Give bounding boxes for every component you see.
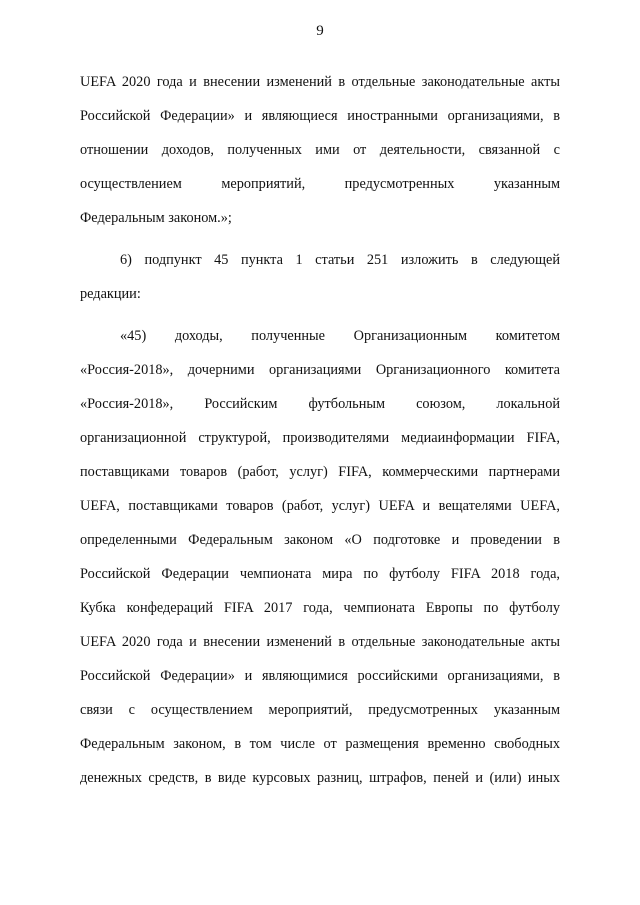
document-body (80, 71, 560, 801)
paragraph-gap (80, 241, 560, 249)
text-line: связи с осуществлением мероприятий, предусмотренных указанным (80, 702, 560, 718)
text-line: организационной структурой, производителями медиаинформации FIFA, (80, 430, 560, 446)
text-line: Российской Федерации чемпионата мира по футболу FIFA 2018 года, (80, 566, 560, 582)
text-line: Федеральным законом.»; (80, 210, 232, 226)
paragraph-gap (80, 317, 560, 325)
text-line: UEFA, поставщиками товаров (работ, услуг) UEFA и вещателями UEFA, (80, 498, 560, 514)
text-line: 6) подпункт 45 пункта 1 статьи 251 изложить в следующей (120, 252, 560, 268)
text-line: «Россия-2018», Российским футбольным союзом, локальной (80, 396, 560, 412)
text-line: UEFA 2020 года и внесении изменений в отдельные законодательные акты (80, 74, 560, 90)
text-line: Российской Федерации» и являющиеся иностранными организациями, в (80, 108, 560, 124)
text-line: Российской Федерации» и являющимися российскими организациями, в (80, 668, 560, 684)
text-line: Федеральным законом, в том числе от размещения временно свободных (80, 736, 560, 752)
text-line: осуществлением мероприятий, предусмотренных указанным (80, 176, 560, 192)
text-line: поставщиками товаров (работ, услуг) FIFA, коммерческими партнерами (80, 464, 560, 480)
text-line: определенными Федеральным законом «О подготовке и проведении в (80, 532, 560, 548)
text-line: редакции: (80, 286, 141, 302)
text-line: отношении доходов, полученных ими от деятельности, связанной с (80, 142, 560, 158)
text-line: «45) доходы, полученные Организационным комитетом (120, 328, 560, 344)
text-line: Кубка конфедераций FIFA 2017 года, чемпионата Европы по футболу (80, 600, 560, 616)
text-line: UEFA 2020 года и внесении изменений в отдельные законодательные акты (80, 634, 560, 650)
text-line: «Россия-2018», дочерними организациями Организационного комитета (80, 362, 560, 378)
text-line: денежных средств, в виде курсовых разниц, штрафов, пеней и (или) иных (80, 770, 560, 786)
page-number: 9 (316, 23, 324, 39)
